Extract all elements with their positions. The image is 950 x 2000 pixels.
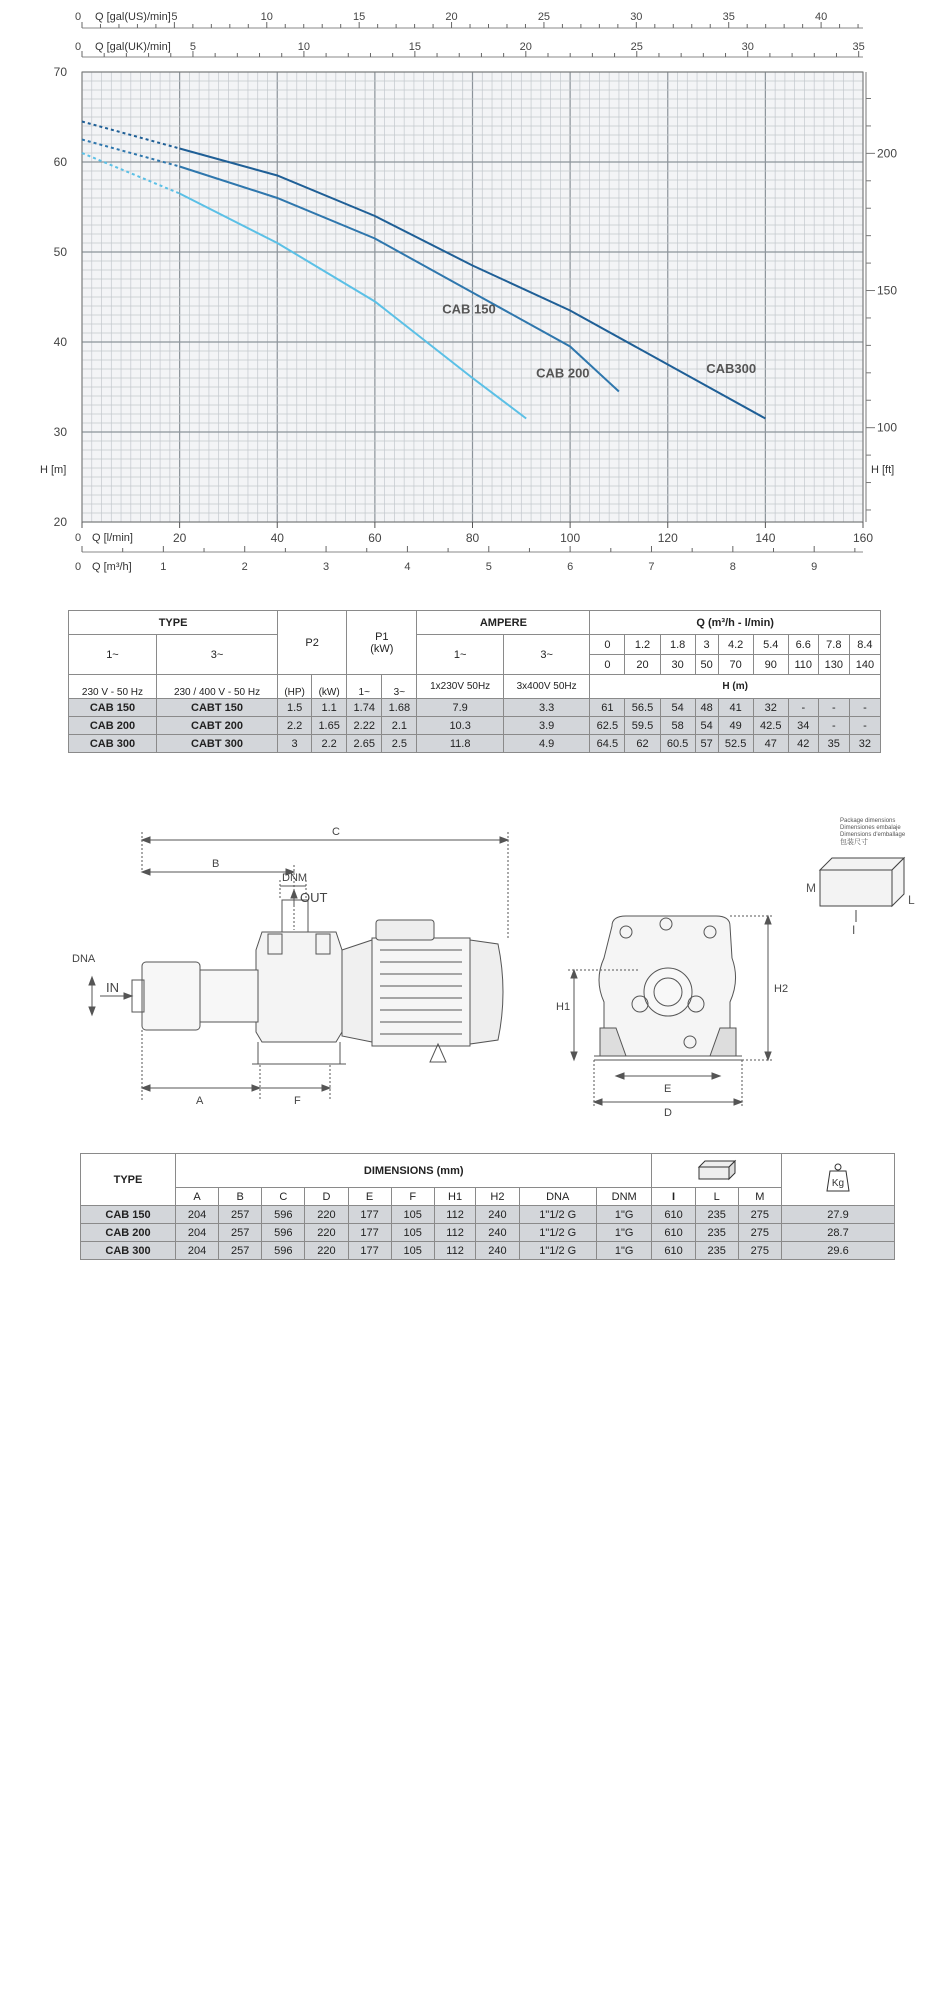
dims-header: DIMENSIONS (mm)	[176, 1154, 652, 1188]
y-tick-label: 70	[53, 65, 67, 79]
perf-cell-kw: 2.2	[312, 735, 347, 753]
top-uk-tick-label: 30	[741, 41, 754, 53]
perf-cell-a1: 10.3	[417, 717, 503, 735]
package-note-fr: Dimensions d'emballage	[840, 832, 906, 838]
y2-tick-label: 150	[877, 283, 898, 298]
perf-cell-a1: 11.8	[417, 735, 503, 753]
x-tick-label: 20	[172, 531, 187, 545]
dim-cell: 596	[262, 1206, 305, 1224]
package-note-en: Package dimensions	[840, 818, 896, 824]
pump-performance-chart	[0, 0, 950, 580]
weight-cell: 27.9	[782, 1206, 895, 1224]
package-box-icon	[820, 858, 904, 922]
perf-cell-t3: CABT 150	[156, 699, 277, 717]
series-label: CAB 150	[442, 301, 496, 317]
perf-cell-p1a: 2.65	[347, 735, 382, 753]
m3-tick-label: 3	[323, 561, 330, 573]
dim-cell: 112	[434, 1242, 476, 1260]
q-header: Q (m³/h - l/min)	[590, 611, 881, 635]
weight-cell: 29.6	[782, 1242, 895, 1260]
dim-col-header: C	[262, 1188, 305, 1206]
pkg-col-header: M	[738, 1188, 781, 1206]
perf-cell-head: 62.5	[590, 717, 625, 735]
top-uk-tick-label: 35	[852, 41, 865, 53]
dim-label-a: A	[196, 1095, 204, 1107]
q-lmin-cell: 20	[625, 655, 660, 675]
perf-cell-head: 42.5	[753, 717, 788, 735]
top-us-tick-label: 10	[260, 11, 273, 23]
x-tick-label: 60	[368, 531, 382, 545]
perf-cell-a1: 7.9	[417, 699, 503, 717]
p1-phase3-label: 3~	[382, 675, 417, 699]
q-m3h-cell: 7.8	[818, 635, 849, 655]
q-m3h-cell: 1.8	[660, 635, 695, 655]
perf-cell-t1: CAB 150	[69, 699, 157, 717]
perf-cell-t1: CAB 300	[69, 735, 157, 753]
top-us-tick-label: 25	[537, 11, 551, 23]
kw-unit: (kW)	[312, 675, 347, 699]
perf-cell-head: 49	[718, 717, 753, 735]
dim-cell: 596	[262, 1242, 305, 1260]
package-note-es: Dimensiones embalaje	[840, 825, 901, 831]
dim-cell: 1"1/2 G	[519, 1224, 596, 1242]
q-lmin-cell: 140	[849, 655, 880, 675]
perf-cell-head: 32	[849, 735, 880, 753]
top-axis-uk-title: Q [gal(UK)/min]	[95, 41, 171, 53]
voltage3-label: 230 / 400 V - 50 Hz	[156, 675, 277, 699]
x-tick-label: 100	[560, 531, 581, 545]
pkg-cell: 610	[652, 1242, 695, 1260]
package-icon	[695, 1157, 739, 1181]
m3-tick-label: 9	[811, 561, 818, 573]
m3-tick-label: 2	[241, 561, 248, 573]
dim-row-name: CAB 300	[81, 1242, 176, 1260]
perf-cell-t3: CABT 200	[156, 717, 277, 735]
m3-tick-label: 6	[567, 561, 574, 573]
pkg-cell: 275	[738, 1224, 781, 1242]
dim-col-header: F	[391, 1188, 434, 1206]
dim-cell: 240	[476, 1206, 519, 1224]
y2-tick-label: 100	[877, 420, 898, 435]
perf-cell-head: 32	[753, 699, 788, 717]
dim-cell: 204	[176, 1242, 219, 1260]
dim-cell: 105	[391, 1206, 434, 1224]
pkg-col-header: I	[652, 1188, 695, 1206]
perf-cell-head: 42	[788, 735, 818, 753]
perf-cell-a3: 3.3	[503, 699, 589, 717]
amp1-rating: 1x230V 50Hz	[417, 675, 503, 699]
amp3-rating: 3x400V 50Hz	[503, 675, 589, 699]
top-us-tick-label: 35	[722, 11, 735, 23]
top-us-tick-label: 15	[353, 11, 366, 23]
weight-cell: 28.7	[782, 1224, 895, 1242]
perf-cell-hp: 1.5	[278, 699, 312, 717]
dim-cell: 177	[348, 1224, 391, 1242]
dim-cell: 177	[348, 1242, 391, 1260]
package-note-zh: 包装尺寸	[840, 839, 868, 846]
pkg-col-header: L	[695, 1188, 738, 1206]
perf-cell-head: -	[818, 717, 849, 735]
dim-col-header: D	[305, 1188, 348, 1206]
dim-cell: 596	[262, 1224, 305, 1242]
perf-cell-a3: 3.9	[503, 717, 589, 735]
pkg-label-l: L	[908, 893, 915, 907]
dim-col-header: DNA	[519, 1188, 596, 1206]
q-m3h-cell: 3	[695, 635, 718, 655]
pkg-cell: 610	[652, 1224, 695, 1242]
perf-cell-head: -	[788, 699, 818, 717]
perf-row	[69, 699, 881, 717]
perf-cell-head: 59.5	[625, 717, 660, 735]
voltage1-label: 230 V - 50 Hz	[69, 675, 157, 699]
ampere-header: AMPERE	[417, 611, 590, 635]
pkg-cell: 275	[738, 1206, 781, 1224]
dim-cell: 240	[476, 1242, 519, 1260]
chart-grid	[82, 72, 863, 522]
pkg-cell: 235	[695, 1206, 738, 1224]
dim-cell: 257	[219, 1206, 262, 1224]
perf-cell-p1a: 1.74	[347, 699, 382, 717]
perf-cell-a3: 4.9	[503, 735, 589, 753]
q-lmin-cell: 0	[590, 655, 625, 675]
top-uk-tick-label: 0	[74, 41, 82, 53]
m3-tick-label: 0	[74, 561, 82, 573]
dim-label-h2: H2	[774, 983, 789, 995]
dim-row-name: CAB 150	[81, 1206, 176, 1224]
q-lmin-cell: 70	[718, 655, 753, 675]
q-lmin-cell: 130	[818, 655, 849, 675]
top-us-tick-label: 20	[445, 11, 458, 23]
series-label: CAB300	[706, 361, 757, 376]
m3-tick-label: 4	[404, 561, 411, 573]
pkg-header	[652, 1154, 782, 1188]
inlet-label: IN	[106, 980, 119, 995]
amp-phase1-label: 1~	[417, 635, 503, 675]
top-us-tick-label: 30	[630, 11, 643, 23]
y2-tick-label: 200	[877, 146, 898, 161]
y-tick-label: 60	[53, 155, 67, 169]
bottom-m3-axis-title: Q [m³/h]	[92, 561, 132, 573]
m3-tick-label: 5	[485, 561, 492, 573]
q-m3h-cell: 4.2	[718, 635, 753, 655]
dim-cell: 257	[219, 1224, 262, 1242]
dim-row	[81, 1206, 895, 1224]
m3-tick-label: 7	[648, 561, 655, 573]
head-header: H (m)	[590, 675, 881, 699]
dim-cell: 257	[219, 1242, 262, 1260]
perf-cell-head: 64.5	[590, 735, 625, 753]
dim-label-e: E	[664, 1083, 672, 1095]
weight-icon-label: Kg	[831, 1178, 845, 1189]
dim-col-header: H1	[434, 1188, 476, 1206]
perf-cell-head: 35	[818, 735, 849, 753]
q-lmin-cell: 50	[695, 655, 718, 675]
y2-axis-title: H [ft]	[871, 464, 895, 476]
hp-unit: (HP)	[278, 675, 312, 699]
perf-cell-t3: CABT 300	[156, 735, 277, 753]
perf-cell-p1b: 1.68	[382, 699, 417, 717]
dim-label-h1: H1	[556, 1001, 571, 1013]
perf-cell-p1b: 2.5	[382, 735, 417, 753]
y-tick-label: 40	[53, 335, 67, 349]
y-tick-label: 20	[53, 515, 67, 529]
amp-phase3-label: 3~	[503, 635, 589, 675]
q-m3h-cell: 6.6	[788, 635, 818, 655]
dim-row	[81, 1242, 895, 1260]
perf-cell-kw: 1.1	[312, 699, 347, 717]
perf-cell-head: 34	[788, 717, 818, 735]
perf-row	[69, 735, 881, 753]
q-m3h-cell: 8.4	[849, 635, 880, 655]
q-m3h-cell: 5.4	[753, 635, 788, 655]
dim-cell: 204	[176, 1206, 219, 1224]
dim-cell: 112	[434, 1224, 476, 1242]
dim-cell: 220	[305, 1206, 348, 1224]
pkg-cell: 235	[695, 1242, 738, 1260]
top-us-tick-label: 0	[74, 11, 82, 23]
dim-col-header: B	[219, 1188, 262, 1206]
x-tick-label: 160	[852, 531, 874, 545]
y-tick-label: 50	[53, 245, 67, 259]
dim-label-d: D	[664, 1107, 672, 1119]
perf-cell-kw: 1.65	[312, 717, 347, 735]
y-axis-title: H [m]	[40, 464, 67, 476]
x-tick-label: 80	[465, 531, 480, 545]
dim-cell: 105	[391, 1242, 434, 1260]
outlet-label: OUT	[300, 890, 328, 905]
perf-cell-hp: 3	[278, 735, 312, 753]
q-lmin-cell: 90	[753, 655, 788, 675]
dim-row-name: CAB 200	[81, 1224, 176, 1242]
dim-cell: 105	[391, 1224, 434, 1242]
perf-cell-hp: 2.2	[278, 717, 312, 735]
perf-cell-head: 58	[660, 717, 695, 735]
perf-cell-head: 41	[718, 699, 753, 717]
top-uk-tick-label: 10	[297, 41, 311, 53]
perf-cell-head: 60.5	[660, 735, 695, 753]
pump-drawings	[0, 810, 950, 1150]
perf-cell-head: -	[849, 699, 880, 717]
perf-cell-head: 54	[695, 717, 718, 735]
dim-row	[81, 1224, 895, 1242]
series-label: CAB 200	[536, 365, 590, 381]
pump-front-view	[568, 916, 774, 1108]
dim-label-dna: DNA	[72, 953, 96, 965]
dim-cell: 240	[476, 1224, 519, 1242]
pkg-cell: 275	[738, 1242, 781, 1260]
dim-col-header: A	[176, 1188, 219, 1206]
p2-header: P2	[278, 611, 347, 675]
type-header: TYPE	[69, 611, 278, 635]
dim-cell: 204	[176, 1224, 219, 1242]
dim-label-b: B	[212, 858, 220, 870]
y-tick-label: 30	[53, 425, 67, 439]
q-m3h-cell: 1.2	[625, 635, 660, 655]
dim-cell: 220	[305, 1242, 348, 1260]
pkg-label-m: M	[806, 881, 816, 895]
top-us-tick-label: 5	[171, 11, 178, 23]
perf-cell-head: -	[849, 717, 880, 735]
phase1-label: 1~	[69, 635, 157, 675]
perf-cell-head: 54	[660, 699, 695, 717]
pkg-cell: 235	[695, 1224, 738, 1242]
perf-cell-head: 57	[695, 735, 718, 753]
x-axis-title: Q [l/min]	[92, 532, 133, 544]
perf-row	[69, 717, 881, 735]
q-lmin-cell: 30	[660, 655, 695, 675]
x-tick-label-zero: 0	[74, 532, 82, 544]
dim-cell: 1"G	[596, 1242, 652, 1260]
dim-col-header: DNM	[596, 1188, 652, 1206]
dim-label-f: F	[294, 1095, 301, 1107]
dim-cell: 1"1/2 G	[519, 1242, 596, 1260]
top-axis-us-title: Q [gal(US)/min]	[95, 11, 171, 23]
dim-cell: 1"G	[596, 1206, 652, 1224]
m3-tick-label: 1	[160, 561, 167, 573]
q-m3h-cell: 0	[590, 635, 625, 655]
pkg-cell: 610	[652, 1206, 695, 1224]
perf-cell-head: 47	[753, 735, 788, 753]
top-uk-tick-label: 5	[189, 41, 197, 53]
dimensions-table	[80, 1153, 895, 1260]
p1-phase1-label: 1~	[347, 675, 382, 699]
perf-cell-head: -	[818, 699, 849, 717]
perf-cell-head: 61	[590, 699, 625, 717]
dim-col-header: E	[348, 1188, 391, 1206]
top-uk-tick-label: 15	[408, 41, 421, 53]
dim-cell: 220	[305, 1224, 348, 1242]
weight-header	[782, 1154, 895, 1206]
perf-cell-p1a: 2.22	[347, 717, 382, 735]
dim-cell: 177	[348, 1206, 391, 1224]
dim-cell: 1"G	[596, 1224, 652, 1242]
dim-col-header: H2	[476, 1188, 519, 1206]
performance-table	[68, 610, 881, 753]
perf-cell-head: 56.5	[625, 699, 660, 717]
top-uk-tick-label: 20	[519, 41, 532, 53]
x-tick-label: 140	[755, 531, 776, 545]
dim-cell: 112	[434, 1206, 476, 1224]
top-us-tick-label: 40	[814, 11, 828, 23]
top-uk-tick-label: 25	[630, 41, 643, 53]
pkg-label-i: I	[852, 923, 856, 937]
perf-cell-p1b: 2.1	[382, 717, 417, 735]
perf-cell-head: 52.5	[718, 735, 753, 753]
perf-cell-head: 62	[625, 735, 660, 753]
perf-cell-t1: CAB 200	[69, 717, 157, 735]
dim-label-c: C	[332, 826, 340, 838]
m3-tick-label: 8	[729, 561, 736, 573]
perf-cell-head: 48	[695, 699, 718, 717]
x-tick-label: 120	[657, 531, 678, 545]
dim-label-dnm: DNM	[282, 872, 308, 884]
dim-type-header: TYPE	[81, 1154, 176, 1206]
phase3-label: 3~	[156, 635, 277, 675]
weight-icon	[825, 1163, 851, 1193]
p1-header: P1 (kW)	[347, 611, 417, 675]
x-tick-label: 40	[270, 531, 284, 545]
q-lmin-cell: 110	[788, 655, 818, 675]
dim-cell: 1"1/2 G	[519, 1206, 596, 1224]
